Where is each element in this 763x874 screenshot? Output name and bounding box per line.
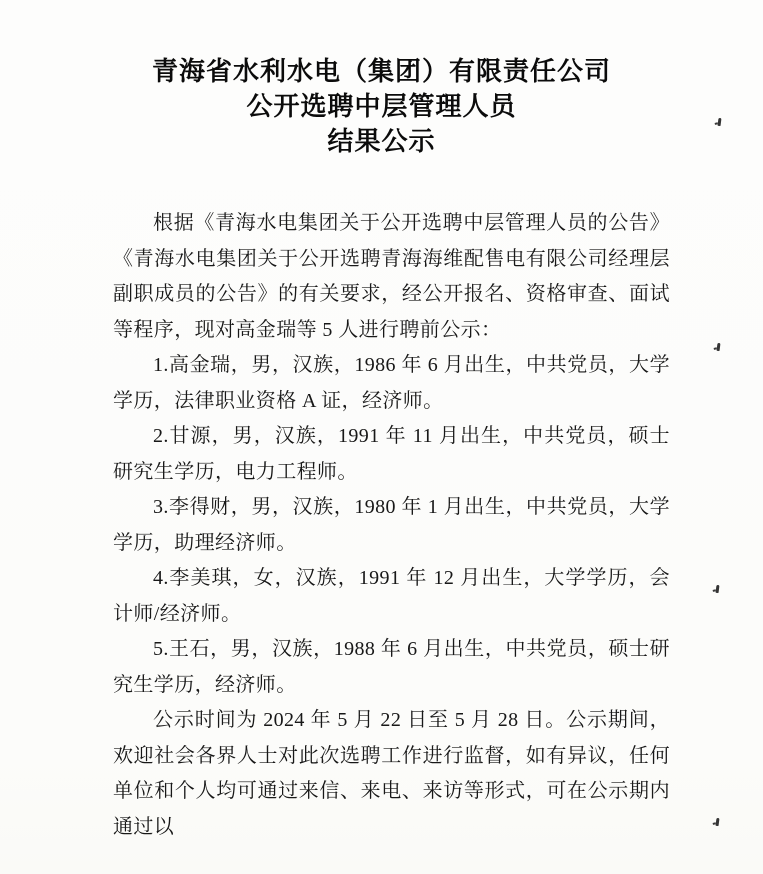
document-body [0,206,763,845]
candidate-item-5: 5.王石，男，汉族，1988 年 6 月出生，中共党员，硕士研究生学历，经济师。 [113,638,670,696]
candidate-item-1: 1.高金瑞，男，汉族，1986 年 6 月出生，中共党员，大学学历，法律职业资格 A 证，经济师。 [113,354,670,412]
candidate-item-3: 3.李得财，男，汉族，1980 年 1 月出生，中共党员，大学学历，助理经济师。 [113,496,670,554]
title-line-1: 青海省水利水电（集团）有限责任公司 [151,57,611,86]
candidate-item-4: 4.李美琪，女，汉族，1991 年 12 月出生，大学学历，会计师/经济师。 [113,567,670,625]
title-line-2: 公开选聘中层管理人员 [246,92,517,121]
candidate-item-2: 2.甘源，男，汉族，1991 年 11 月出生，中共党员，硕士研究生学历，电力工程师。 [113,425,670,483]
closing-paragraph: 公示时间为 2024 年 5 月 22 日至 5 月 28 日。公示期间，欢迎社会各界人士对此次选聘工作进行监督，如有异议，任何单位和个人均可通过来信、来电、来访等形式，可在公示期内通过以 [113,709,670,838]
title-line-3: 结果公示 [327,127,436,156]
intro-paragraph: 根据《青海水电集团关于公开选聘中层管理人员的公告》《青海水电集团关于公开选聘青海海维配售电有限公司经理层副职成员的公告》的有关要求，经公开报名、资格审查、面试等程序，现对高金瑞等 5 人进行聘前公示： [113,212,670,341]
document-title [70,54,693,159]
scan-artifact [718,118,722,126]
